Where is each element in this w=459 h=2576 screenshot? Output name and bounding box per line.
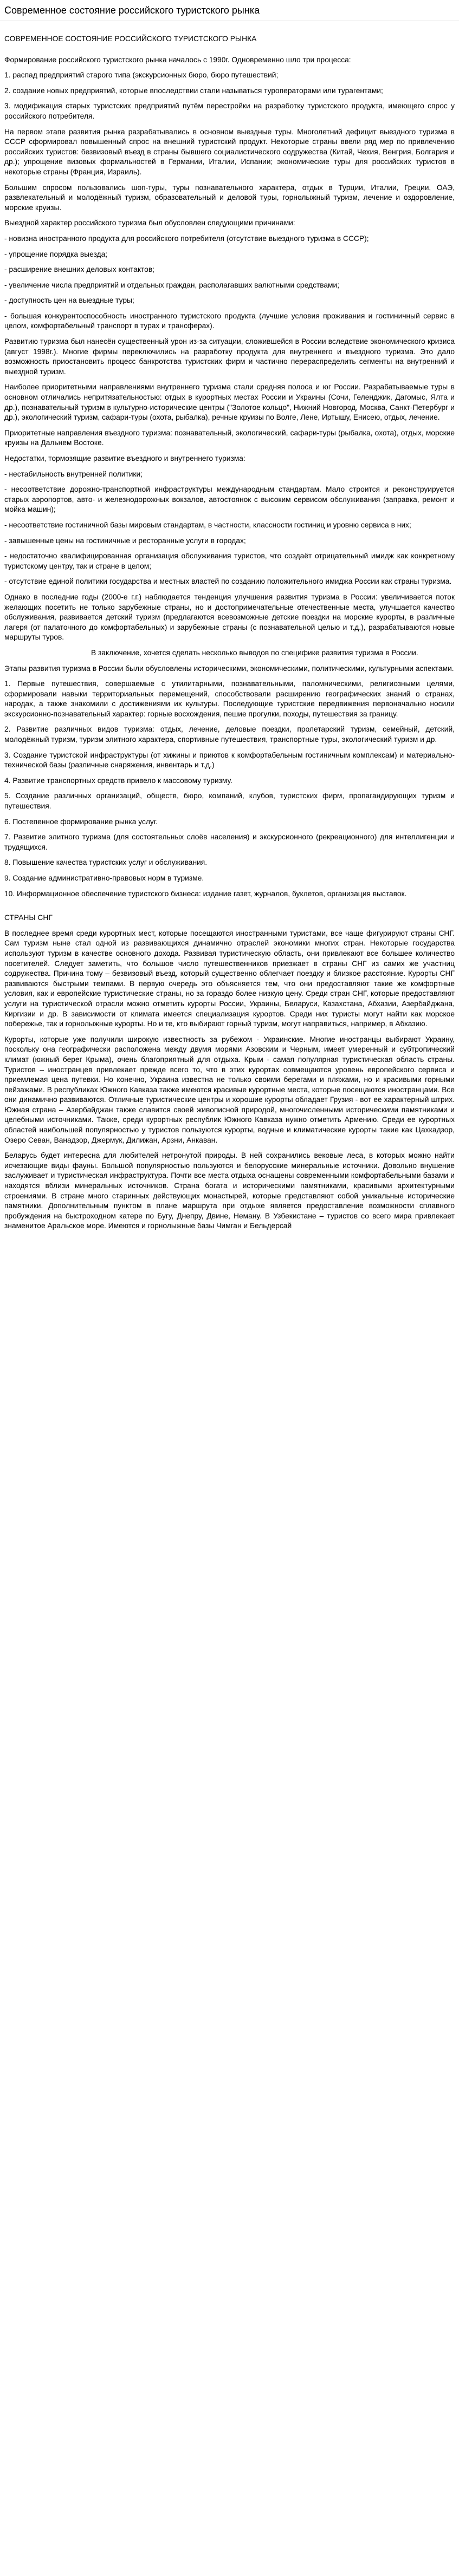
paragraph: На первом этапе развития рынка разрабатывались в основном выездные туры. Многолетний дефицит выездного туризма в СССР сформировал повышенный спрос на внешний туристский продукт. Некоторые страны ввели ряд мер по привлечению российских туристов: безвизовый въезд в страны бывшего социалистического содружества (Китай, Чехия, Венгрия, Болгария и др.); упрощение визовых формальностей в Германии, Италии, Испании; экономические туры для российских туристов в некоторые страны (Франция, Израиль). bbox=[4, 127, 455, 176]
list-item: 2. Развитие различных видов туризма: отдых, лечение, деловые поездки, пролетарский туризм, семейный, детский, молодёжный туризм, туризм элитного характера, спортивные путешествия, транспортные туры, экологический туризм и др. bbox=[4, 725, 455, 744]
list-item: - нестабильность внутренней политики; bbox=[4, 469, 143, 478]
paragraph: Беларусь будет интересна для любителей нетронутой природы. В ней сохранились вековые леса, в которых можно найти исчезающие виды фауны. Большой популярностью пользуются и белорусские минеральные источники. Довольно внушение заслуживает и туристическая инфраструктура. Почти все места отдыха оснащены современными комфортабельными базами и находятся вблизи минеральных источников. Страна богата и историческими памятниками, красивыми архитектурными строениями. В стране много старинных действующих монастырей, которые представляют собой уникальные исторические памятники. Дополнительным пунктом в плане маршрута при отдыхе является предоставление возможности сплавного пробуждения на быстроходном катере по Бугу, Днепру, Двине, Неману. В Узбекистане – туристов со всего мира привлекает знаменитое Аральское море. Имеются и горнолыжные базы Чимган и Бельдерсай bbox=[4, 1151, 455, 1230]
list-item: - упрощение порядка выезда; bbox=[4, 250, 108, 258]
paragraph: Большим спросом пользовались шоп-туры, туры познавательного характера, отдых в Турции, Италии, Греции, ОАЭ, развлекательный и молодёжный туризм, образовательный и деловой туры, горнолыжный туризм, лечение и оздоровление, морские круизы. bbox=[4, 183, 455, 212]
article-body bbox=[0, 21, 459, 1242]
paragraph: Недостатки, тормозящие развитие въездного и внутреннего туризма: bbox=[4, 454, 245, 462]
list-item: 1. распад предприятий старого типа (экскурсионных бюро, бюро путешествий; bbox=[4, 71, 279, 80]
list-item: - доступность цен на выездные туры; bbox=[4, 296, 134, 305]
paragraph: В заключение, хочется сделать несколько выводов по специфике развития туризма в России. bbox=[91, 648, 418, 657]
list-item: - отсутствие единой политики государства и местных властей по созданию положительного имиджа России как страны туризма. bbox=[4, 577, 452, 586]
list-item: 10. Информационное обеспечение туристского бизнеса: издание газет, журналов, буклетов, организация выставок. bbox=[4, 889, 407, 898]
page-title: Современное состояние российского туристского рынка bbox=[4, 5, 260, 16]
paragraph: Выездной характер российского туризма был обусловлен следующими причинами: bbox=[4, 219, 295, 227]
list-item: - недостаточно квалифицированная организация обслуживания туристов, что создаёт отрицательный имидж как конкретному туристскому центру, так и стране в целом; bbox=[4, 552, 455, 570]
list-item: - расширение внешних деловых контактов; bbox=[4, 265, 155, 274]
list-item: - новизна иностранного продукта для российского потребителя (отсутствие выездного туризма в СССР); bbox=[4, 234, 369, 243]
list-item: 3. модификация старых туристских предприятий путём перестройки на разработку туристского продукта, имеющего спрос у российского потребителя. bbox=[4, 102, 455, 120]
list-item: 1. Первые путешествия, совершаемые с утилитарными, познавательными, паломническими, религиозными целями, сформировали навыки территориальных перемещений, способствовали расширению географических знаний о странах, народах, а также знакомили с достижениями их культуры. Последующие туристские передвижения первоначально носили экскурсионно-познавательный характер: горные восхождения, пешие прогулки, походы, путешествия за границу. bbox=[4, 680, 455, 718]
list-item: - увеличение числа предприятий и отдельных граждан, располагавших валютными средствами; bbox=[4, 281, 340, 289]
paragraph: Этапы развития туризма в России были обусловлены историческими, экономическими, политическими, культурными аспектами. bbox=[4, 664, 454, 673]
paragraph: Курорты, которые уже получили широкую известность за рубежом - Украинские. Многие иностранцы выбирают Украину, поскольку она географически расположена между двумя морями Азовским и Черным, имеет умеренный и субтропический климат (южный берег Крыма), очень благоприятный для отдыха. Крым - самая популярная туристическая область страны. Туристов – иностранцев привлекает прежде всего то, что в этих курортах совмещаются уровень европейского сервиса и приемлемая цена путевки. Но конечно, Украина известна не только своими берегами и пляжами, но и красивыми горными пейзажами. В республиках Южного Кавказа также имеются красивые курортные места, которые посещаются иностранцами. Все они динамично развиваются. Отличные туристические центры и хорошие курорты обладает Грузия - вот ее характерный штрих. Южная страна – Азербайджан также славится своей живописной природой, многочисленными историческими памятниками и целебными источниками. Также, среди курортных республик Южного Кавказа нужно отметить Армению. Среди ее курортных областей наибольшей популярностью у туристов пользуются курорты, водные и климатические курорты такие как Цахкадзор, Озеро Севан, Ванадзор, Джермук, Дилижан, Арзни, Анкаван. bbox=[4, 1035, 455, 1144]
page bbox=[0, 0, 459, 1242]
paragraph: Развитию туризма был нанесён существенный урон из-за ситуации, сложившейся в России вследствие экономического кризиса (август 1998г.). Многие фирмы переключились на разработку продукта для внутреннего и въездного туризма. Это дало возможность приостановить процесс банкротства туристских фирм и частично перераспределить сегменты на внутренний и выездной туризм. bbox=[4, 337, 455, 376]
list-item: 8. Повышение качества туристских услуг и обслуживания. bbox=[4, 858, 208, 867]
list-item: 7. Развитие элитного туризма (для состоятельных слоёв населения) и экскурсионного (рекреационного) для интеллигенции и трудящихся. bbox=[4, 833, 455, 851]
list-item: 2. создание новых предприятий, которые впоследствии стали называться туроператорами или турагентами; bbox=[4, 86, 383, 95]
section-heading: СТРАНЫ СНГ bbox=[4, 914, 53, 922]
page-header bbox=[0, 0, 459, 21]
list-item: 9. Создание административно-правовых норм в туризме. bbox=[4, 874, 204, 882]
paragraph: Наиболее приоритетными направлениями внутреннего туризма стали средняя полоса и юг России. Разрабатываемые туры в основном отличались непритязательностью: отдых в курортных местах России и Украины (Сочи, Геленджик, Дагомыс, Ялта и др.), познавательный туризм в культурно-исторические центры ("Золотое кольцо", Нижний Новгород, Москва, Санкт-Петербург и др.), экологический туризм, сафари-туры (охота, рыбалка), речные круизы по Волге, Лене, Иртышу, Енисею, отдых, лечение. bbox=[4, 383, 455, 422]
list-item: 5. Создание различных организаций, обществ, бюро, компаний, клубов, туристских фирм, пропагандирующих туризм и путешествия. bbox=[4, 792, 455, 811]
paragraph: Однако в последние годы (2000-е г.г.) наблюдается тенденция улучшения развития туризма в России: увеличивается поток желающих посетить не только зарубежные страны, но и достопримечательные отечественные места, улучшается качество обслуживания, развивается детский туризм (предлагаются всевозможные детские поездки на морские курорты, в различные лагеря (от палаточного до комфортабельных) и зарубежные страны (с познавательной целью и т.д.), разрабатываются новые маршруты туров. bbox=[4, 592, 455, 642]
article-heading: СОВРЕМЕННОЕ СОСТОЯНИЕ РОССИЙСКОГО ТУРИСТСКОГО РЫНКА bbox=[4, 35, 257, 43]
paragraph: Формирование российского туристского рынка началось с 1990г. Одновременно шло три процесса: bbox=[4, 55, 351, 64]
list-item: 6. Постепенное формирование рынка услуг. bbox=[4, 817, 158, 826]
list-item: - несоответствие гостиничной базы мировым стандартам, в частности, классности гостиниц и уровню сервиса в них; bbox=[4, 520, 411, 529]
paragraph: В последнее время среди курортных мест, которые посещаются иностранными туристами, все чаще фигурируют страны СНГ. Сам туризм ныне стал одной из развивающихся динамично отраслей экономики многих стран. Некоторые государства используют туризм в качестве основного дохода. Развивая туристическую область, они привлекают все большее количество посетителей. Следует заметить, что большое число путешественников приезжает в страны СНГ из самих же участниц содружества. Причина тому – безвизовый въезд, который существенно облегчает поездку и близкое расстояние. Курорты СНГ развиваются быстрыми темпами. В первую очередь это объясняется тем, что они предоставляют такие же комфортные условия, как и европейские туристические страны, но за гораздо более низкую цену. Среди стран СНГ, которые предоставляют услуги на туристической отрасли можно отметить курорты России, Украины, Беларуси, Казахстана, Абхазии, Азербайджана, Киргизии и др. В зависимости от климата имеется специализация курортов. Среди них туристы могут найти как морское побережье, так и горнолыжные курорты. Но и те, кто выбирают горный туризм, могут направиться, например, в Абхазию. bbox=[4, 929, 455, 1028]
list-item: - несоответствие дорожно-транспортной инфраструктуры международным стандартам. Мало строится и реконструируется старых аэропортов, авто- и железнодорожных вокзалов, автостоянок с высоким сервисом обслуживания (заправка, ремонт и мойка машин); bbox=[4, 485, 455, 514]
list-item: 3. Создание туристской инфраструктуры (от хижины и приютов к комфортабельным гостиничным комплексам) и материально-технической базы (различные снаряжения, инвентарь и т.д.) bbox=[4, 751, 455, 769]
paragraph: Приоритетные направления въездного туризма: познавательный, экологический, сафари-туры (рыбалка, охота), отдых, морские круизы на Дальнем Востоке. bbox=[4, 428, 455, 447]
list-item: - большая конкурентоспособность иностранного туристского продукта (лучшие условия проживания и гостиничный сервис в целом, комфортабельный транспорт в турах и трансферах). bbox=[4, 311, 455, 330]
list-item: - завышенные цены на гостиничные и ресторанные услуги в городах; bbox=[4, 536, 246, 545]
list-item: 4. Развитие транспортных средств привело к массовому туризму. bbox=[4, 776, 232, 785]
